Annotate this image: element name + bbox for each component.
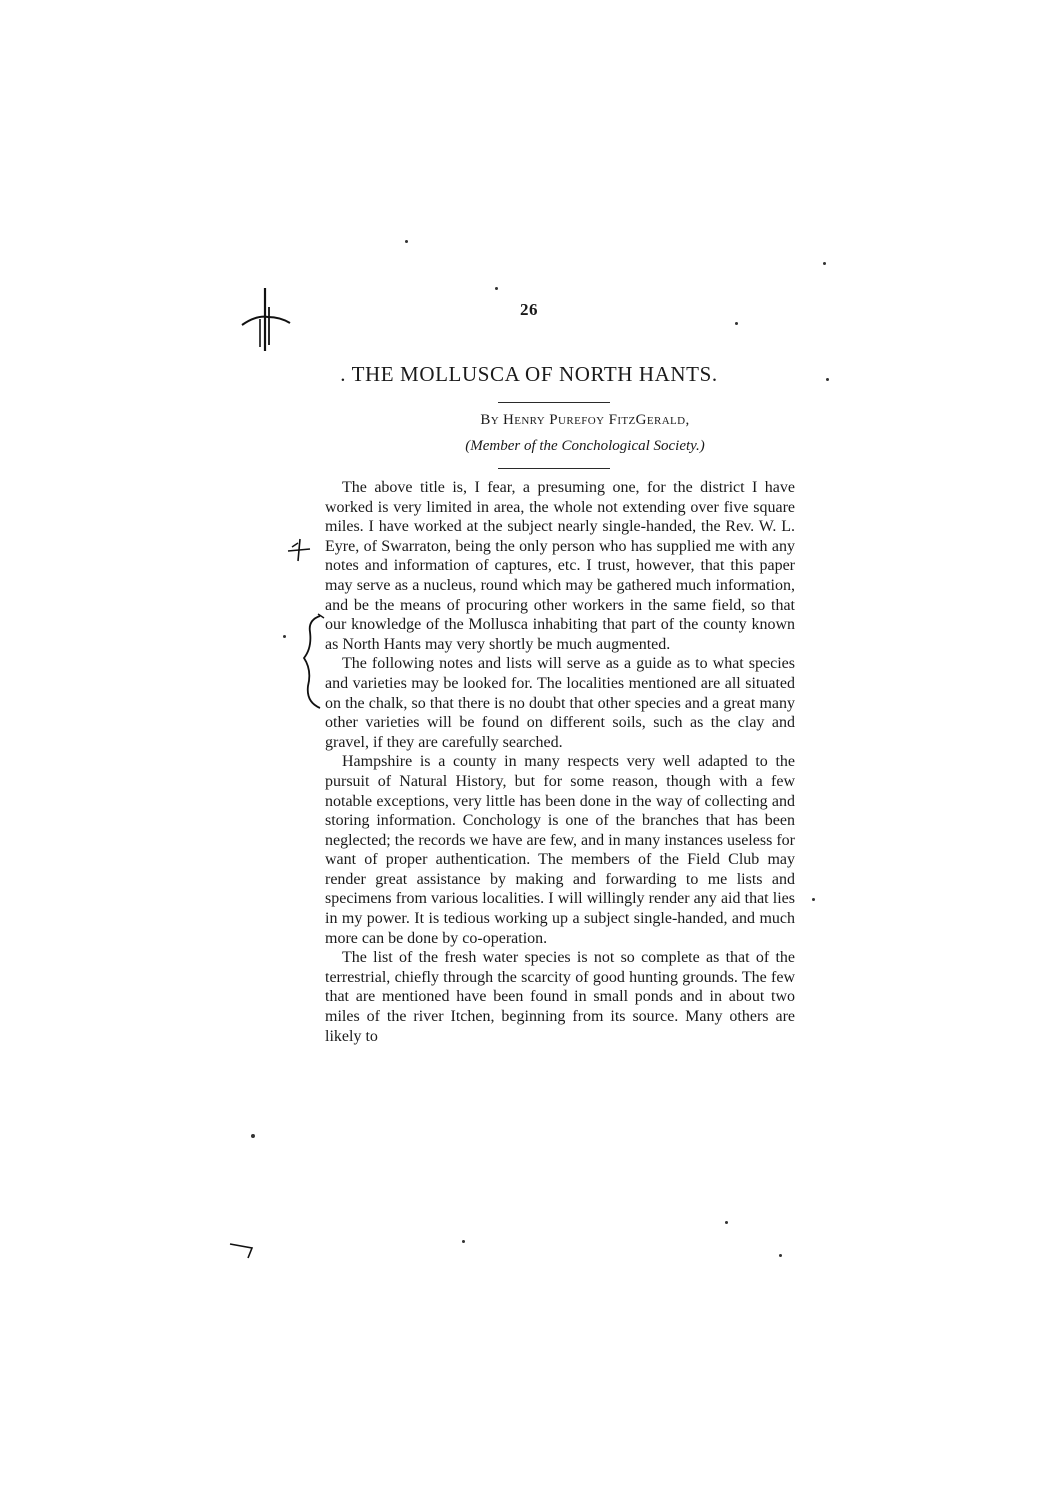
paper-speck: [495, 287, 498, 290]
paragraph: The above title is, I fear, a presuming one, for the district I have worked is very limited in area, the whole not extending over five square miles. I have worked at the subject nearly single-handed, the Rev. W. L. Eyre, of Swarraton, being the only person who has supplied me with any notes and information of captures, etc. I trust, however, that this paper may serve as a nucleus, round which may be gathered much information, and be the means of procuring other workers in the same field, so that our knowledge of the Mollusca inhabiting that part of the county known as North Hants may very shortly be much augmented.: [325, 479, 795, 653]
paper-speck: [405, 240, 408, 243]
title-rule-top: [498, 402, 610, 403]
article-body: [325, 478, 795, 1046]
pencil-bracket-mark: [296, 612, 326, 712]
paper-speck: [823, 262, 826, 265]
author-name: Henry Purefoy FitzGerald,: [502, 412, 690, 428]
paper-speck: [283, 635, 286, 638]
paper-speck: [251, 1134, 255, 1138]
page-number: 26: [520, 300, 538, 319]
paragraph: Hampshire is a county in many respects very well adapted to the pursuit of Natural History, but for some reason, though with a few notable exceptions, very little has been done in the way of collecting and storing information. Conchology is one of the branches that has been neglected; the records we have are few, and in many instances useless for want of proper authentication. The members of the Field Club may render great assistance by making and forwarding to me lists and specimens from various localities. I will willingly render any aid that lies in my power. It is tedious working up a subject single-handed, and much more can be done by co-operation.: [325, 753, 795, 947]
paper-speck: [735, 322, 738, 325]
pencil-cross-mark: [238, 285, 294, 355]
paragraph: The following notes and lists will serve as a guide as to what species and varieties may be looked for. The localities mentioned are all situated on the chalk, so that there is no doubt that other species and a great many other varieties will be found on different soils, such as the clay and gravel, if they are carefully searched.: [325, 655, 795, 751]
byline-prefix: By: [480, 412, 500, 428]
paper-speck: [725, 1221, 728, 1224]
paper-speck: [462, 1240, 465, 1243]
paper-speck: [812, 898, 815, 901]
author-membership: (Member of the Conchological Society.): [465, 438, 705, 454]
title-rule-bottom: [498, 468, 610, 469]
paper-speck: [779, 1254, 782, 1257]
byline: [420, 412, 750, 429]
article-title: . THE MOLLUSCA OF NORTH HANTS.: [340, 362, 718, 386]
pencil-plus-mark: [286, 535, 312, 563]
paragraph: The list of the fresh water species is not so complete as that of the terrestrial, chiefly through the scarcity of good hunting grounds. The few that are mentioned have been found in small ponds and in about two miles of the river Itchen, beginning from its source. Many others are likely to: [325, 949, 795, 1045]
pencil-corner-mark: [228, 1240, 258, 1262]
